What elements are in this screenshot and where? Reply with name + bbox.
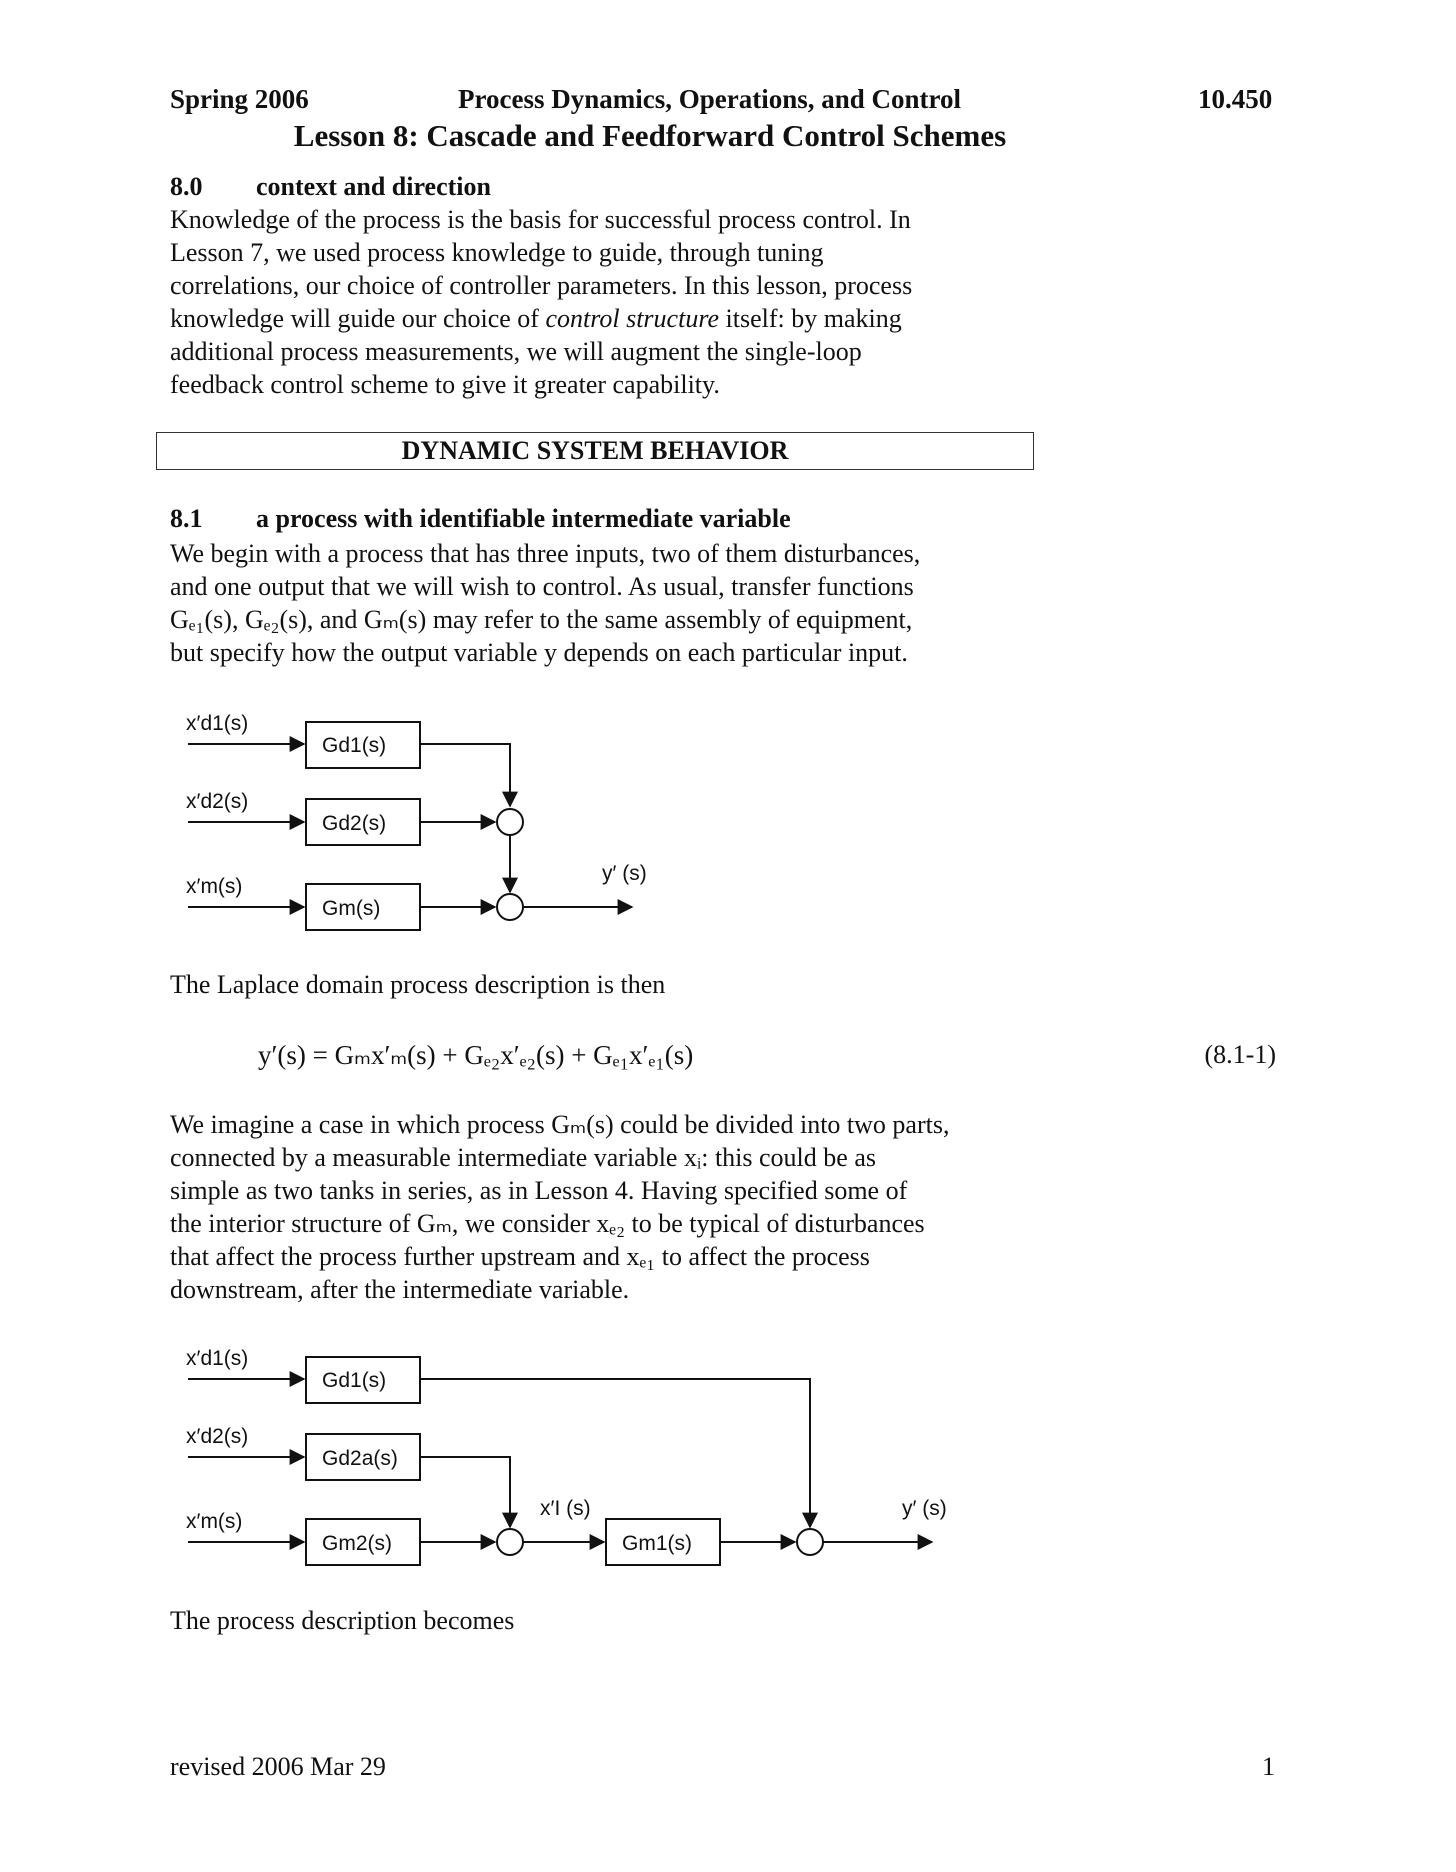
paragraph-line: that affect the process further upstream and xₑ₁ to affect the process — [170, 1242, 870, 1271]
paragraph-line: Knowledge of the process is the basis for successful process control. In — [170, 205, 911, 234]
paragraph-line: We imagine a case in which process Gₘ(s) could be divided into two parts, — [170, 1110, 950, 1139]
input-label-xd2: x′d2(s) — [186, 1425, 249, 1448]
paragraph-line: correlations, our choice of controller parameters. In this lesson, process — [170, 271, 913, 300]
header-term: Spring 2006 — [170, 84, 309, 114]
process-description-becomes: The process description becomes — [170, 1606, 515, 1635]
block-label-gd1: Gd1(s) — [322, 1369, 387, 1392]
block-label-gm: Gm(s) — [322, 897, 381, 920]
laplace-intro: The Laplace domain process description is then — [170, 970, 666, 999]
section-8-1-intro-paragraph — [170, 537, 920, 669]
paragraph-line: Gₑ₁(s), Gₑ₂(s), and Gₘ(s) may refer to the same assembly of equipment, — [170, 605, 913, 634]
lesson-title: Lesson 8: Cascade and Feedforward Control Schemes — [293, 118, 1007, 153]
summing-junction-2 — [797, 1529, 823, 1555]
text-run: knowledge will guide our choice of — [170, 304, 546, 333]
route-gd2a — [420, 1457, 510, 1527]
header-course-number: 10.450 — [1198, 84, 1273, 114]
paragraph-line: but specify how the output variable y depends on each particular input. — [170, 638, 908, 667]
block-label-gm2: Gm2(s) — [322, 1532, 392, 1555]
section-title: context and direction — [256, 172, 491, 201]
section-number: 8.1 — [170, 504, 203, 533]
block-diagram-2 — [170, 1335, 970, 1575]
input-label-xd2: x′d2(s) — [186, 790, 249, 813]
footer-revision-date: revised 2006 Mar 29 — [170, 1752, 386, 1781]
section-8-0-heading — [170, 172, 491, 202]
section-8-1-heading — [170, 504, 791, 534]
route-gd1 — [420, 744, 510, 806]
paragraph-line: additional process measurements, we will augment the single-loop — [170, 337, 862, 366]
paragraph-line: We begin with a process that has three inputs, two of them disturbances, — [170, 539, 921, 568]
input-label-xd1: x′d1(s) — [186, 1347, 249, 1370]
dynamic-system-behavior-banner: DYNAMIC SYSTEM BEHAVIOR — [156, 432, 1034, 470]
input-label-xm: x′m(s) — [186, 875, 243, 898]
input-label-xd1: x′d1(s) — [186, 712, 249, 735]
paragraph-line — [170, 302, 912, 335]
section-number: 8.0 — [170, 172, 203, 201]
block-label-gd2: Gd2(s) — [322, 812, 387, 835]
equation-8-1-1: y′(s) = Gₘx′ₘ(s) + Gₑ₂x′ₑ₂(s) + Gₑ₁x′ₑ₁(s) — [258, 1040, 694, 1070]
block-diagram-1 — [170, 700, 690, 940]
input-label-xm: x′m(s) — [186, 1510, 243, 1533]
block-label-gm1: Gm1(s) — [622, 1532, 692, 1555]
emphasis-control-structure: control structure — [545, 304, 720, 333]
section-title: a process with identifiable intermediate variable — [256, 504, 791, 533]
section-8-0-paragraph — [170, 203, 912, 401]
paragraph-line: downstream, after the intermediate variable. — [170, 1275, 630, 1304]
header-course-title: Process Dynamics, Operations, and Control — [458, 84, 962, 114]
block-label-gd1: Gd1(s) — [322, 734, 387, 757]
equation-number-8-1-1: (8.1-1) — [1204, 1040, 1276, 1069]
summing-junction-1 — [497, 809, 523, 835]
paragraph-line: feedback control scheme to give it greater capability. — [170, 370, 720, 399]
paragraph-line: the interior structure of Gₘ, we consider xₑ₂ to be typical of disturbances — [170, 1209, 925, 1238]
output-label-y: y′ (s) — [602, 862, 647, 885]
paragraph-line: Lesson 7, we used process knowledge to guide, through tuning — [170, 238, 824, 267]
page-number: 1 — [1262, 1752, 1275, 1781]
summing-junction-1 — [497, 1529, 523, 1555]
paragraph-line: simple as two tanks in series, as in Lesson 4. Having specified some of — [170, 1176, 908, 1205]
summing-junction-2 — [497, 894, 523, 920]
output-label-y: y′ (s) — [902, 1497, 947, 1520]
route-gd1 — [420, 1379, 810, 1527]
paragraph-line: and one output that we will wish to control. As usual, transfer functions — [170, 572, 914, 601]
paragraph-line: connected by a measurable intermediate variable xᵢ: this could be as — [170, 1143, 876, 1172]
intermediate-label-xi: x′I (s) — [540, 1497, 591, 1520]
text-run: itself: by making — [719, 304, 902, 333]
imagine-paragraph — [170, 1108, 949, 1306]
block-label-gd2a: Gd2a(s) — [322, 1447, 398, 1470]
